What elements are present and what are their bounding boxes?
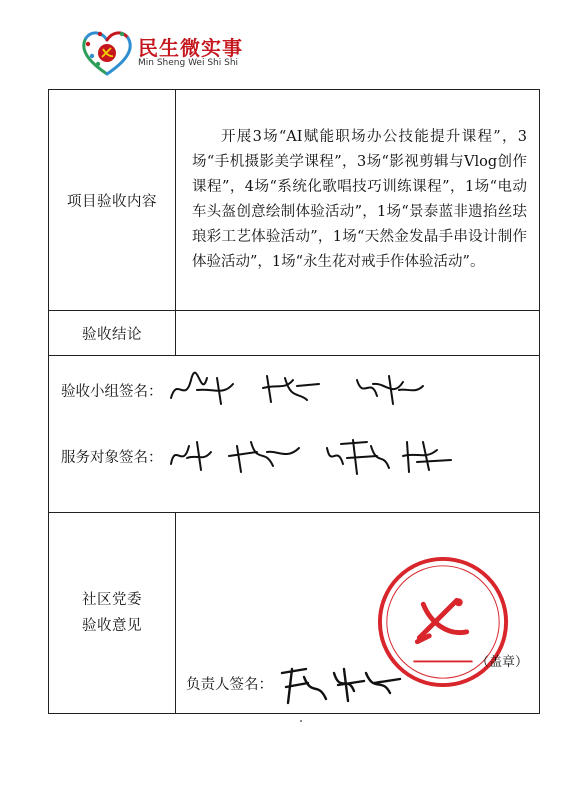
opinion-label-cell xyxy=(49,513,176,714)
service-signature-row xyxy=(61,434,467,478)
conclusion-label: 验收结论 xyxy=(49,311,176,356)
service-handwritten-signatures xyxy=(167,434,467,478)
brand-logo xyxy=(76,26,256,80)
group-signature-label: 验收小组签名： xyxy=(61,383,163,400)
heart-party-emblem-icon xyxy=(76,26,138,80)
group-signature-row xyxy=(61,370,467,410)
leader-signature-label: 负责人签名： xyxy=(186,677,273,693)
content-row xyxy=(49,90,540,311)
group-handwritten-signatures xyxy=(167,370,467,410)
leader-signature-row xyxy=(186,663,408,707)
opinion-label-line2: 验收意见 xyxy=(82,618,142,634)
opinion-row xyxy=(49,513,540,714)
logo-title: 民生微实事 xyxy=(138,36,243,60)
signature-row xyxy=(49,356,540,513)
logo-subtitle: Min Sheng Wei Shi Shi xyxy=(138,58,239,68)
scan-speck xyxy=(300,720,302,722)
leader-handwritten-signature xyxy=(278,663,408,707)
service-signature-label: 服务对象签名： xyxy=(61,449,163,466)
acceptance-form-table xyxy=(48,89,540,714)
content-label: 项目验收内容 xyxy=(49,90,176,311)
conclusion-value xyxy=(176,311,540,356)
conclusion-row xyxy=(49,311,540,356)
opinion-label-line1: 社区党委 xyxy=(82,592,142,608)
opinion-value-cell xyxy=(176,513,540,714)
seal-note: （盖章） xyxy=(476,655,529,670)
signature-cell xyxy=(49,356,540,513)
content-text: 开展3场“AI赋能职场办公技能提升课程”，3场“手机摄影美学课程”，3场“影视剪辑与Vlog创作课程”，4场“系统化歌唱技巧训练课程”，1场“电动车头盔创意绘制体验活动”，1场“景泰蓝非遗掐丝珐琅彩工艺体验活动”，1场“天然金发晶手串设计制作体验活动”，1场“永生花对戒手作体验活动”。 xyxy=(176,90,540,311)
